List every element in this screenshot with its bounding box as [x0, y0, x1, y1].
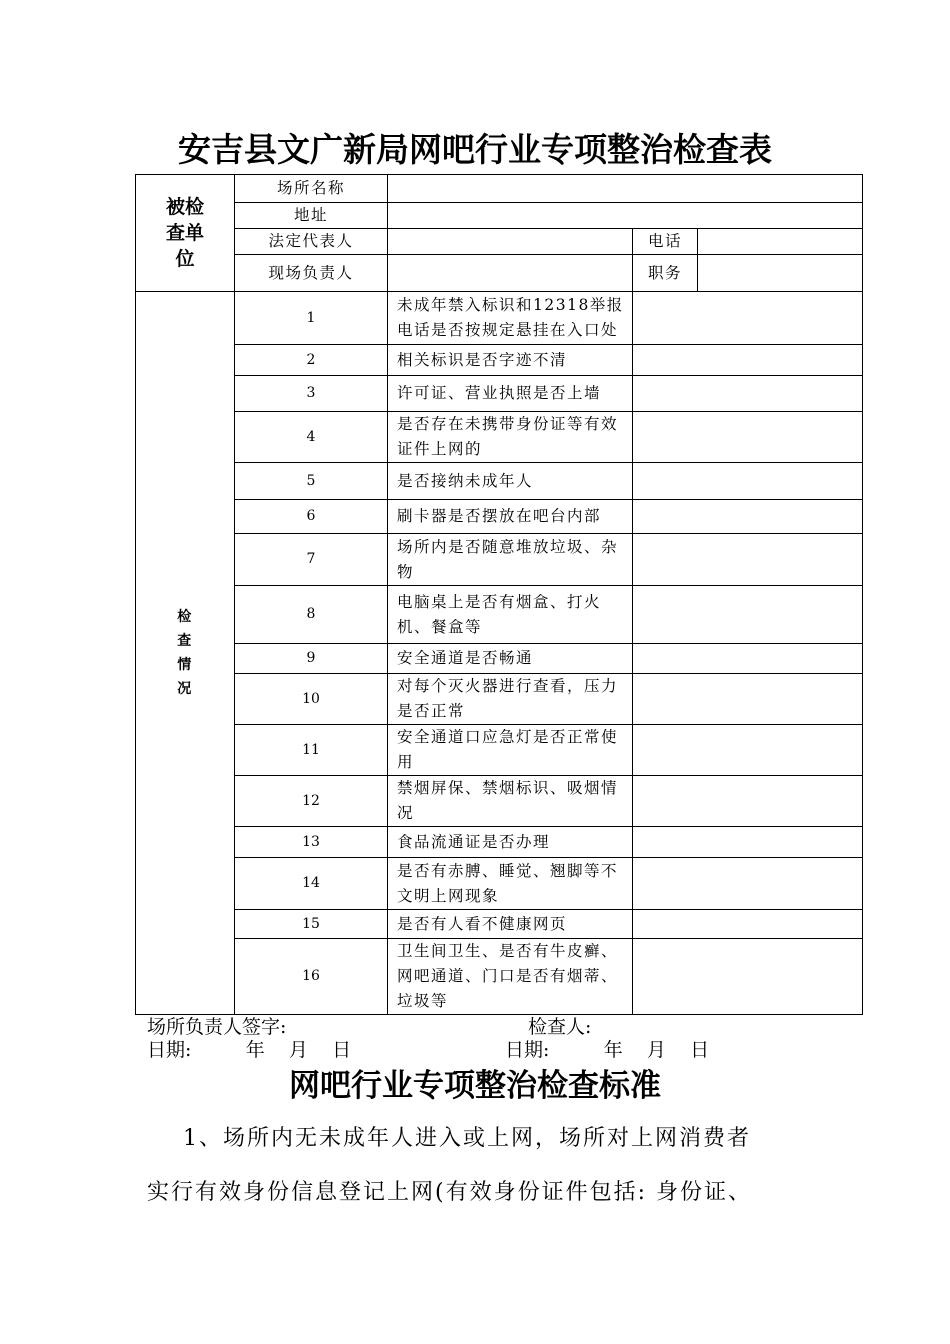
item-text: 禁烟屏保、禁烟标识、吸烟情况: [388, 776, 633, 827]
item-text: 食品流通证是否办理: [388, 827, 633, 858]
legal-rep-field[interactable]: [388, 229, 633, 255]
item-number: 5: [235, 463, 388, 500]
venue-name-label: 场所名称: [235, 175, 388, 203]
item-text: 刷卡器是否摆放在吧台内部: [388, 500, 633, 534]
standards-paragraph-line: 实行有效身份信息登记上网(有效身份证件包括: 身份证、: [147, 1180, 752, 1205]
inspected-unit-label: 被检查单位: [136, 175, 235, 292]
item-result-field[interactable]: [633, 463, 863, 500]
item-result-field[interactable]: [633, 939, 863, 1015]
item-text: 未成年禁入标识和12318举报电话是否按规定悬挂在入口处: [388, 292, 633, 345]
address-field[interactable]: [388, 203, 863, 229]
item-result-field[interactable]: [633, 674, 863, 725]
phone-label: 电话: [633, 229, 698, 255]
item-number: 2: [235, 345, 388, 376]
item-text: 是否存在未携带身份证等有效证件上网的: [388, 412, 633, 463]
item-number: 15: [235, 910, 388, 939]
item-result-field[interactable]: [633, 345, 863, 376]
item-result-field[interactable]: [633, 725, 863, 776]
item-number: 11: [235, 725, 388, 776]
item-text: 许可证、营业执照是否上墙: [388, 376, 633, 412]
item-number: 7: [235, 534, 388, 586]
standards-title: 网吧行业专项整治检查标准: [289, 1068, 661, 1104]
item-number: 12: [235, 776, 388, 827]
item-text: 安全通道口应急灯是否正常使用: [388, 725, 633, 776]
item-number: 6: [235, 500, 388, 534]
manager-signature-label: 场所负责人签字:: [147, 1016, 287, 1038]
item-result-field[interactable]: [633, 858, 863, 910]
item-text: 电脑桌上是否有烟盒、打火机、餐盒等: [388, 586, 633, 644]
inspection-table: [135, 174, 863, 1015]
item-text: 卫生间卫生、是否有牛皮癣、网吧通道、门口是否有烟蒂、垃圾等: [388, 939, 633, 1015]
item-number: 1: [235, 292, 388, 345]
item-text: 安全通道是否畅通: [388, 644, 633, 674]
item-result-field[interactable]: [633, 376, 863, 412]
item-result-field[interactable]: [633, 910, 863, 939]
check-section-label: [136, 292, 235, 1015]
item-result-field[interactable]: [633, 586, 863, 644]
item-number: 4: [235, 412, 388, 463]
inspector-label: 检查人:: [528, 1016, 592, 1038]
item-result-field[interactable]: [633, 412, 863, 463]
legal-rep-label: 法定代表人: [235, 229, 388, 255]
address-label: 地址: [235, 203, 388, 229]
item-number: 14: [235, 858, 388, 910]
item-result-field[interactable]: [633, 534, 863, 586]
item-result-field[interactable]: [633, 776, 863, 827]
item-result-field[interactable]: [633, 292, 863, 345]
venue-name-field[interactable]: [388, 175, 863, 203]
item-number: 16: [235, 939, 388, 1015]
item-number: 3: [235, 376, 388, 412]
item-number: 8: [235, 586, 388, 644]
page-title: 安吉县文广新局网吧行业专项整治检查表: [178, 130, 772, 169]
item-text: 是否接纳未成年人: [388, 463, 633, 500]
item-result-field[interactable]: [633, 644, 863, 674]
item-number: 13: [235, 827, 388, 858]
item-number: 10: [235, 674, 388, 725]
onsite-manager-label: 现场负责人: [235, 255, 388, 292]
item-text: 对每个灭火器进行查看，压力是否正常: [388, 674, 633, 725]
inspector-date: 日期: 年 月 日: [505, 1039, 710, 1061]
standards-paragraph-line: 1、场所内无未成年人进入或上网，场所对上网消费者: [147, 1126, 751, 1151]
phone-field[interactable]: [698, 229, 863, 255]
position-label: 职务: [633, 255, 698, 292]
check-section-text: 检 查 情 况: [177, 609, 193, 697]
item-text: 是否有赤膊、睡觉、翘脚等不文明上网现象: [388, 858, 633, 910]
item-text: 场所内是否随意堆放垃圾、杂物: [388, 534, 633, 586]
position-field[interactable]: [698, 255, 863, 292]
item-number: 9: [235, 644, 388, 674]
item-text: 相关标识是否字迹不清: [388, 345, 633, 376]
item-result-field[interactable]: [633, 500, 863, 534]
item-text: 是否有人看不健康网页: [388, 910, 633, 939]
manager-date: 日期: 年 月 日: [147, 1039, 352, 1061]
item-result-field[interactable]: [633, 827, 863, 858]
onsite-manager-field[interactable]: [388, 255, 633, 292]
